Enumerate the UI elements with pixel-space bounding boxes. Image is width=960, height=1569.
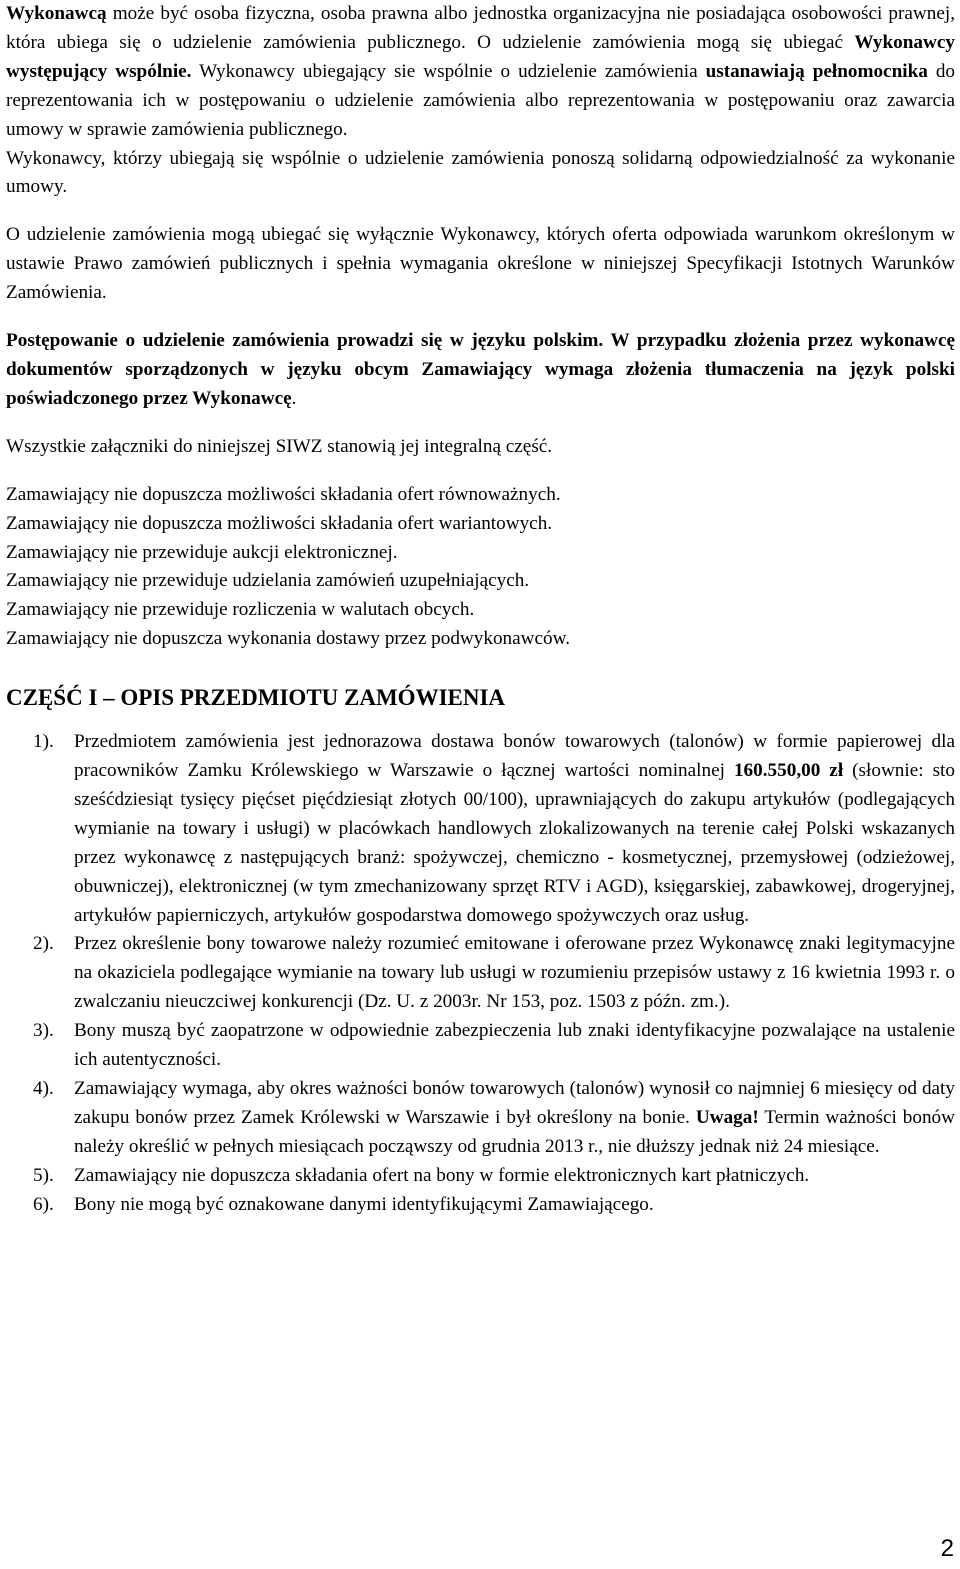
bold-term: Wykonawcy występujący wspólnie. [6,31,955,82]
text-run: Przez określenie bony towarowe należy rozumieć emitowane i oferowane przez Wykonawcę znaki legitymacyjne na okaziciela podlegające wymianie na towary lub usługi w rozumieniu przepisów ustawy z 16 kwietnia 1993 r. o zwalczaniu nieuczciwej konkurencji (Dz. U. z 2003r. Nr 153, poz. 1503 z późn. zm.). [74,933,955,1013]
text-run: Bony nie mogą być oznakowane danymi identyfikującymi Zamawiającego. [74,1193,654,1215]
list-item-number: 5). [33,1164,54,1186]
list-item [6,1075,955,1162]
text-run: (słownie: sto sześćdziesiąt tysięcy pięćset pięćdziesiąt złotych 00/100), uprawniających do zakupu artykułów (podlegających wymianie na towary i usługi) w placówkach handlowych zlokalizowanych na terenie całej Polski wskazanych przez wykonawcę z następujących branż: spożywczej, chemiczno - kosmetycznej, przemysłowej (odzieżowej, obuwniczej), elektronicznej (w tym zmechanizowany sprzęt RTV i AGD), księgarskiej, zabawkowej, drogeryjnej, artykułów papierniczych, artykułów gospodarstwa domowego spożywczych oraz usług. [74,760,955,926]
statement-line: Zamawiający nie dopuszcza możliwości składania ofert równoważnych. [6,483,561,505]
paragraph-language [6,327,955,414]
list-item [6,728,955,930]
text-run: Termin ważności bonów należy określić w pełnych miesiącach począwszy od grudnia 2013 r., nie dłuższy jednak niż 24 miesiące. [74,1106,955,1157]
section-heading: CZĘŚĆ I – OPIS PRZEDMIOTU ZAMÓWIENIA [6,685,506,711]
list-item-number: 3). [33,1020,54,1042]
paragraph-eligibility: O udzielenie zamówienia mogą ubiegać się wyłącznie Wykonawcy, których oferta odpowiada warunkom określonym w ustawie Prawo zamówień publicznych i spełnia wymagania określone w niniejszej Specyfikacji Istotnych Warunków Zamówienia. [6,224,955,304]
numbered-list [6,728,955,1219]
paragraph-contractor-definition [6,0,955,145]
statement-line: Zamawiający nie dopuszcza wykonania dostawy przez podwykonawców. [6,628,571,650]
list-item-number: 2). [33,933,54,955]
text-run: . [291,387,297,409]
list-item [6,1162,955,1191]
list-item-number: 6). [33,1193,54,1215]
paragraph-joint-liability: Wykonawcy, którzy ubiegają się wspólnie o udzielenie zamówienia ponoszą solidarną odpowiedzialność za wykonanie umowy. [6,147,955,198]
statement-line: Zamawiający nie przewiduje rozliczenia w walutach obcych. [6,599,475,621]
page-number: 2 [940,1535,954,1562]
paragraph-attachments: Wszystkie załączniki do niniejszej SIWZ stanowią jej integralną część. [6,435,553,457]
statement-line: Zamawiający nie przewiduje udzielania zamówień uzupełniających. [6,570,530,592]
bold-term: ustanawiają pełnomocnika [705,60,928,82]
document-page [6,0,955,1220]
text-run: do reprezentowania ich w postępowaniu o udzielenie zamówienia albo reprezentowania w postępowaniu oraz zawarcia umowy w sprawie zamówienia publicznego. [6,60,956,140]
text-run: Wykonawcy ubiegający sie wspólnie o udzielenie zamówienia [191,60,706,82]
list-item-number: 4). [33,1078,54,1099]
text-run: Zamawiający wymaga, aby okres ważności bonów towarowych (talonów) wynosił co najmniej 6 miesięcy od daty zakupu bonów przez Zamek Królewski w Warszawie i był określony na bonie. [74,1078,955,1128]
list-item [6,1017,955,1075]
list-item [6,1191,955,1220]
list-item-number: 1). [33,731,54,753]
bold-amount: 160.550,00 zł [733,760,844,782]
text-run: może być osoba fizyczna, osoba prawna albo jednostka organizacyjna nie posiadająca osobowości prawnej, która ubiega się o udzielenie zamówienia publicznego. [6,3,955,53]
bold-text: Postępowanie o udzielenie zamówienia prowadzi się w języku polskim. W przypadku złożenia przez wykonawcę dokumentów sporządzonych w języku obcym Zamawiający wymaga złożenia tłumaczenia na język polski poświadczonego przez Wykonawcę [6,330,955,409]
text-run: O udzielenie zamówienia mogą się ubiegać [465,31,855,53]
bold-note: Uwaga! [695,1106,759,1128]
bold-term: Wykonawcą [6,3,107,24]
statement-line: Zamawiający nie przewiduje aukcji elektronicznej. [6,541,398,563]
list-item [6,930,955,1017]
text-run: Przedmiotem zamówienia jest jednorazowa dostawa bonów towarowych (talonów) w formie papierowej dla pracowników Zamku Królewskiego w Warszawie o łącznej wartości nominalnej [74,731,955,782]
text-run: Bony muszą być zaopatrzone w odpowiednie zabezpieczenia lub znaki identyfikacyjne pozwalające na ustalenie ich autentyczności. [74,1020,955,1071]
text-run: Zamawiający nie dopuszcza składania ofert na bony w formie elektronicznych kart płatniczych. [74,1164,810,1186]
statement-line: Zamawiający nie dopuszcza możliwości składania ofert wariantowych. [6,512,553,534]
